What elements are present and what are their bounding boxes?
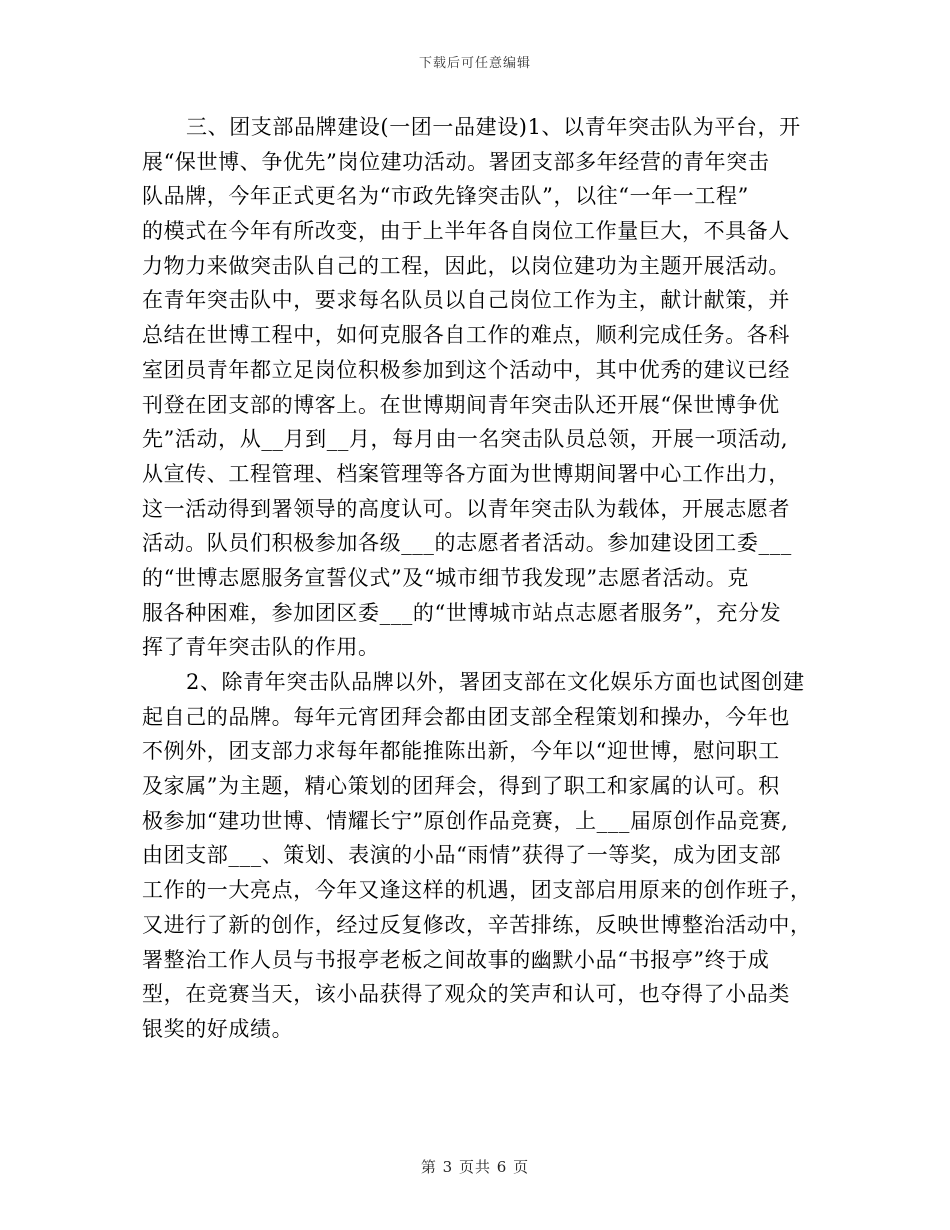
text-line: 极参加“建功世博、情耀长宁”原创作品竞赛，上___届原创作品竞赛, — [142, 808, 789, 833]
text-line: 力物力来做突击队自己的工程，因此，以岗位建功为主题开展活动。 — [142, 253, 790, 278]
text-line: 三、团支部品牌建设(一团一品建设)1、以青年突击队为平台，开 — [186, 115, 801, 139]
page-header: 下载后可任意编辑 — [418, 56, 531, 71]
text-line: 先”活动，从__月到__月，每月由一名突击队员总领，开展一项活动, — [142, 427, 789, 452]
text-line: 室团员青年都立足岗位积极参加到这个活动中，其中优秀的建议已经 — [142, 357, 790, 382]
text-line: 及家属”为主题，精心策划的团拜会，得到了职工和家属的认可。积 — [142, 774, 780, 799]
text-line: 展“保世博、争优先”岗位建功活动。署团支部多年经营的青年突击 — [142, 149, 770, 174]
text-line: 型，在竞赛当天，该小品获得了观众的笑声和认可，也夺得了小品类 — [142, 982, 790, 1007]
text-line: 挥了青年突击队的作用。 — [142, 635, 380, 660]
page-number: 第 3 页共 6 页 — [420, 1158, 530, 1176]
text-line: 银奖的好成绩。 — [142, 1016, 294, 1041]
text-line: 活动。队员们积极参加各级___的志愿者者活动。参加建设团工委___ — [142, 531, 792, 556]
text-line: 2、除青年突击队品牌以外，署团支部在文化娱乐方面也试图创建 — [186, 670, 805, 694]
text-line: 的“世博志愿服务宣誓仪式”及“城市细节我发现”志愿者活动。克 — [142, 565, 749, 590]
text-line: 不例外，团支部力求每年都能推陈出新，今年以“迎世博，慰问职工 — [142, 739, 780, 764]
text-line: 工作的一大亮点，今年又逢这样的机遇，团支部启用原来的创作班子， — [142, 878, 812, 903]
text-line: 起自己的品牌。每年元宵团拜会都由团支部全程策划和操办，今年也 — [142, 704, 790, 729]
text-line: 又进行了新的创作，经过反复修改，辛苦排练，反映世博整治活动中， — [142, 912, 812, 937]
text-line: 在青年突击队中，要求每名队员以自己岗位工作为主，献计献策，并 — [142, 288, 790, 313]
text-line: 刊登在团支部的博客上。在世博期间青年突击队还开展“保世博争优 — [142, 392, 780, 417]
text-line: 队品牌，今年正式更名为“市政先锋突击队”，以往“一年一工程” — [142, 184, 749, 209]
text-line: 的模式在今年有所改变，由于上半年各自岗位工作量巨大，不具备人 — [142, 219, 790, 244]
text-line: 服各种困难，参加团区委___的“世博城市站点志愿者服务”，充分发 — [142, 600, 782, 625]
text-line: 总结在世博工程中，如何克服各自工作的难点，顺利完成任务。各科 — [142, 323, 790, 348]
text-line: 署整治工作人员与书报亭老板之间故事的幽默小品“书报亭”终于成 — [142, 947, 770, 972]
text-line: 这一活动得到署领导的高度认可。以青年突击队为载体，开展志愿者 — [142, 496, 790, 521]
text-line: 从宣传、工程管理、档案管理等各方面为世博期间署中心工作出力， — [142, 461, 790, 486]
document-body — [142, 110, 812, 1047]
text-line: 由团支部___、策划、表演的小品“雨情”获得了一等奖，成为团支部 — [142, 843, 782, 868]
